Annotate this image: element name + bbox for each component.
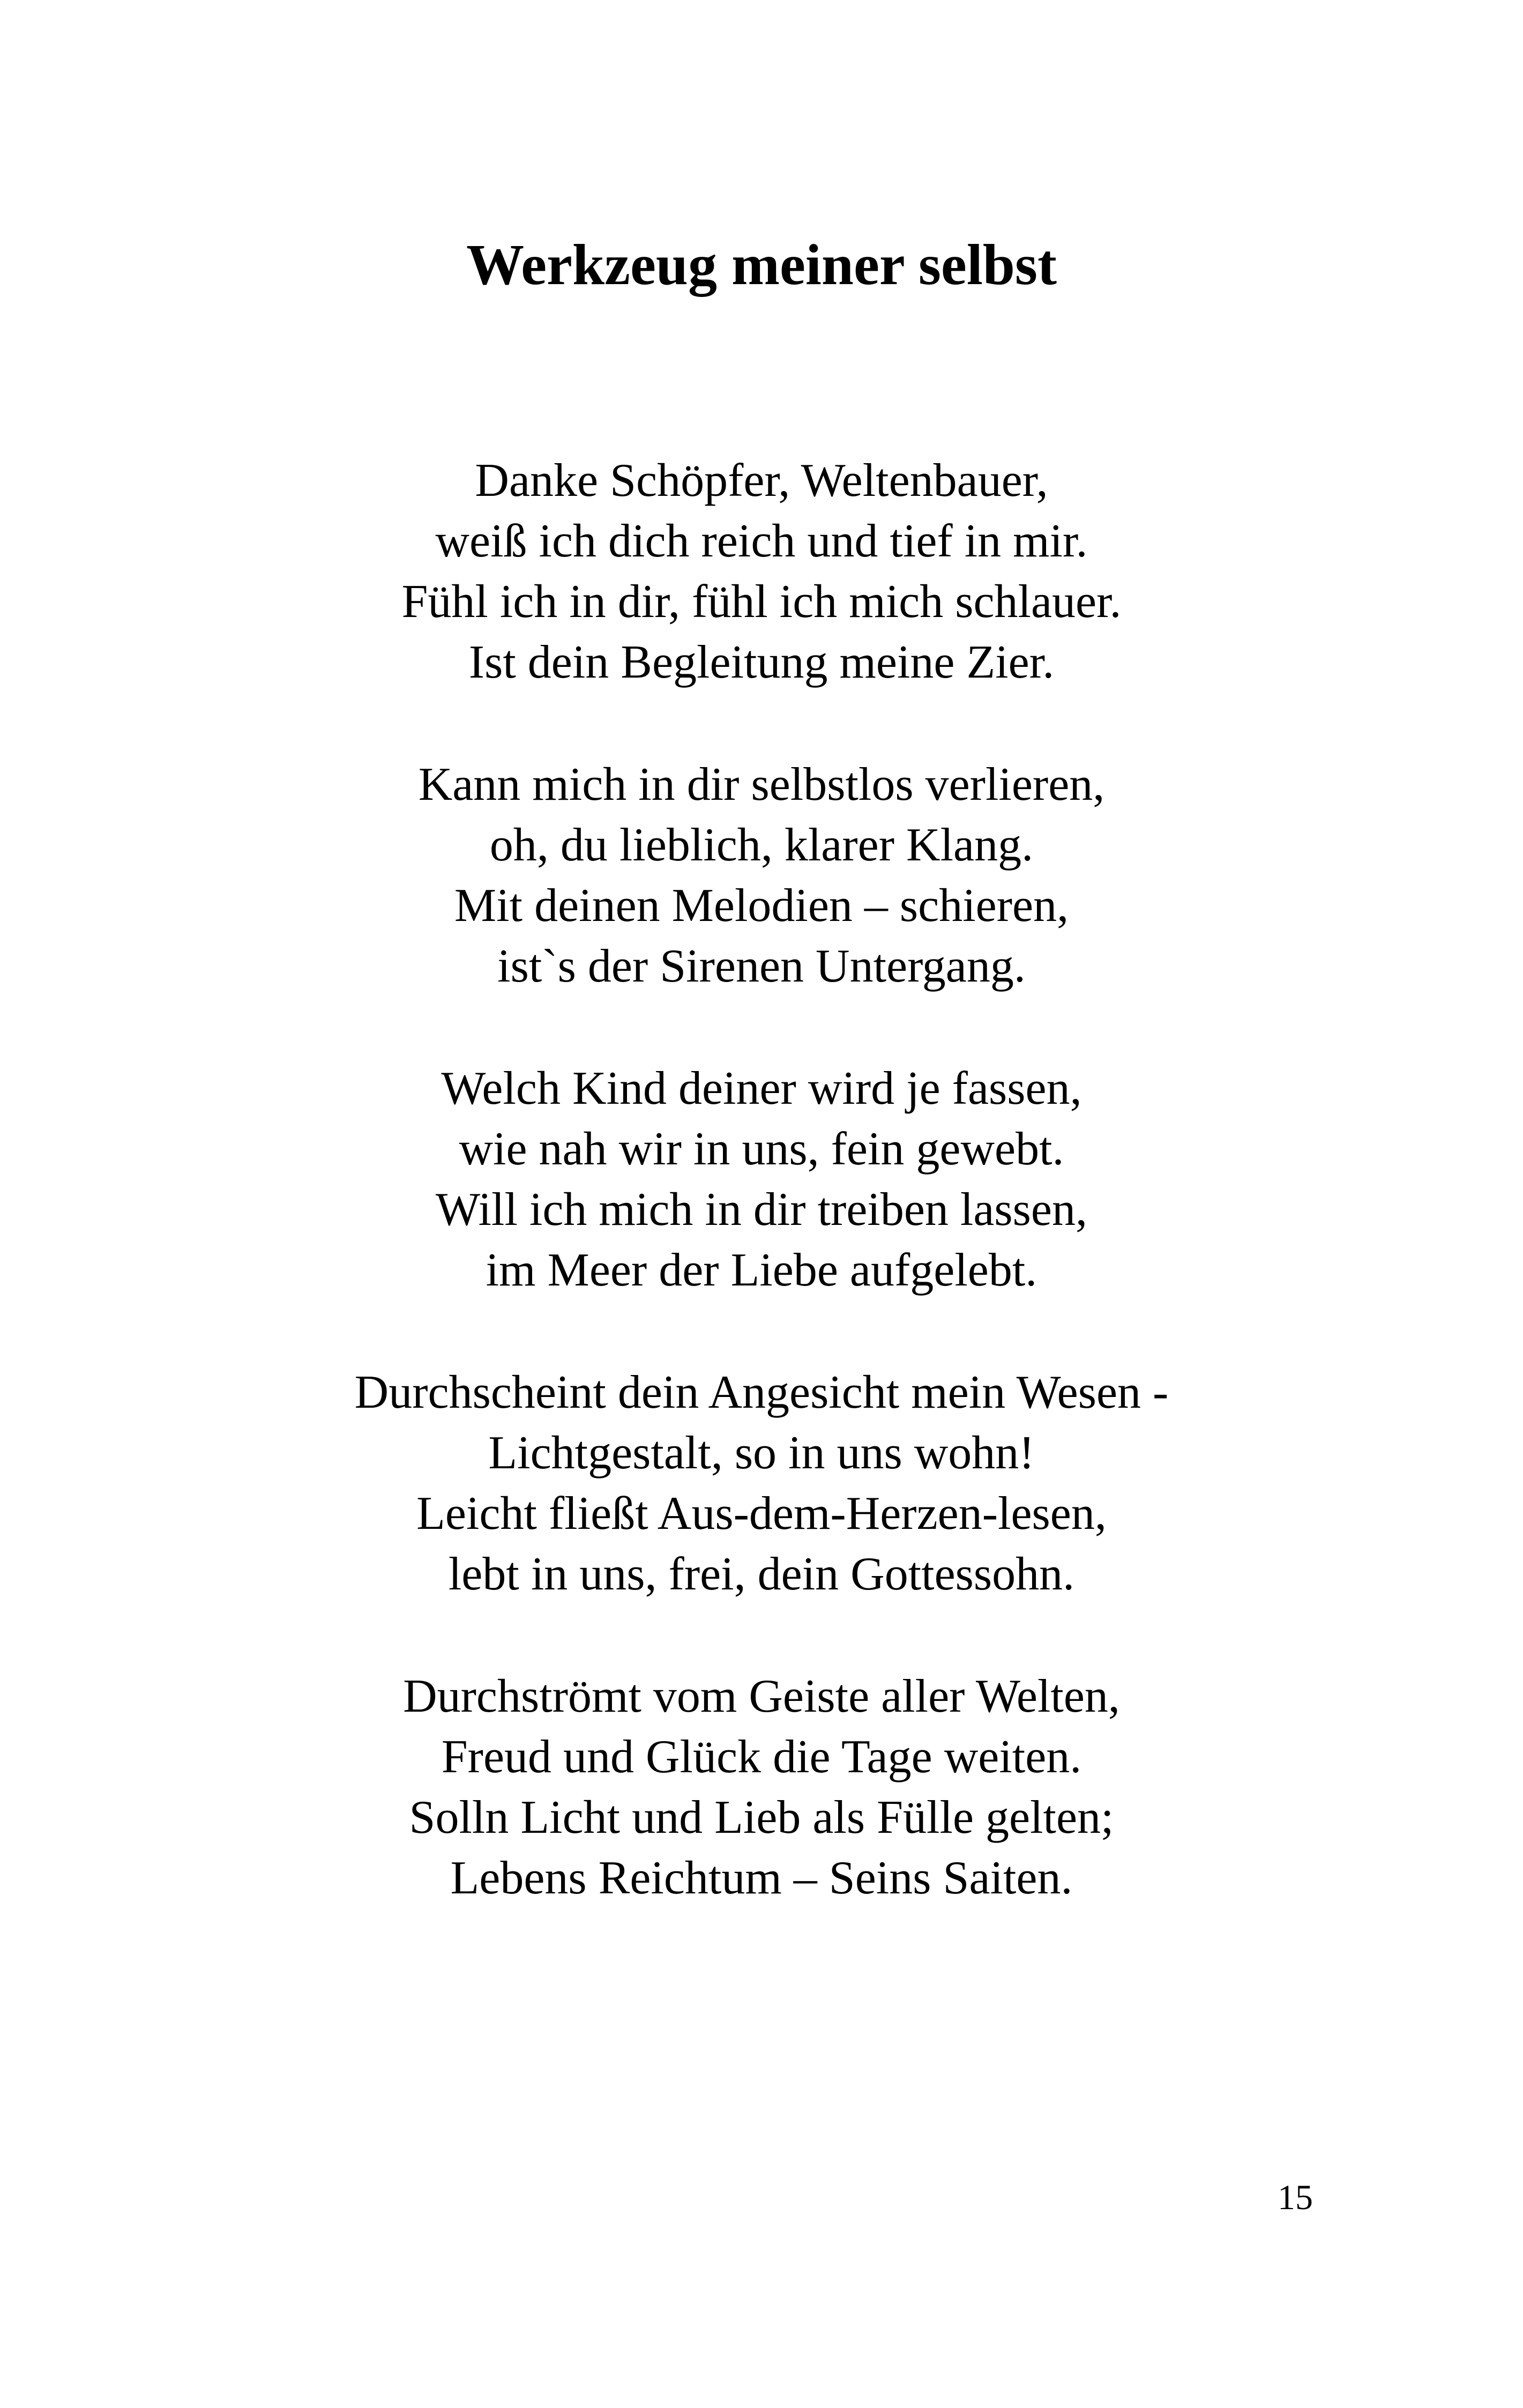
poem-line: ist`s der Sirenen Untergang. <box>497 940 1026 992</box>
poem-line: Will ich mich in dir treiben lassen, <box>436 1184 1087 1236</box>
poem-line: Freud und Glück die Tage weiten. <box>441 1731 1082 1783</box>
poem-body <box>0 450 1523 1970</box>
poem-line: lebt in uns, frei, dein Gottessohn. <box>448 1548 1075 1600</box>
poem-line: Lebens Reichtum – Seins Saiten. <box>450 1852 1073 1904</box>
poem-line: Ist dein Begleitung meine Zier. <box>468 636 1055 688</box>
stanza-3 <box>0 1058 1523 1300</box>
poem-title: Werkzeug meiner selbst <box>466 233 1057 297</box>
stanza-4 <box>0 1362 1523 1604</box>
stanza-2 <box>0 754 1523 997</box>
poem-line: wie nah wir in uns, fein gewebt. <box>459 1123 1064 1175</box>
poem-line: Mit deinen Melodien – schieren, <box>454 880 1069 932</box>
poem-line: Durchströmt vom Geiste aller Welten, <box>403 1670 1120 1722</box>
page-number: 15 <box>1278 2178 1313 2217</box>
poem-line: oh, du lieblich, klarer Klang. <box>489 819 1034 871</box>
poem-line: Kann mich in dir selbstlos verlieren, <box>418 759 1105 811</box>
poem-line: Solln Licht und Lieb als Fülle gelten; <box>409 1792 1114 1844</box>
poem-line: Fühl ich in dir, fühl ich mich schlauer. <box>401 576 1122 628</box>
stanza-5 <box>0 1666 1523 1908</box>
poem-line: weiß ich dich reich und tief in mir. <box>435 515 1088 567</box>
poem-line: im Meer der Liebe aufgelebt. <box>486 1244 1037 1296</box>
stanza-1 <box>0 450 1523 693</box>
poem-line: Durchscheint dein Angesicht mein Wesen - <box>354 1366 1169 1418</box>
poem-line: Lichtgestalt, so in uns wohn! <box>488 1427 1035 1479</box>
poem-line: Welch Kind deiner wird je fassen, <box>441 1062 1082 1114</box>
poem-line: Danke Schöpfer, Weltenbauer, <box>475 455 1048 507</box>
poem-line: Leicht fließt Aus-dem-Herzen-lesen, <box>416 1488 1107 1540</box>
